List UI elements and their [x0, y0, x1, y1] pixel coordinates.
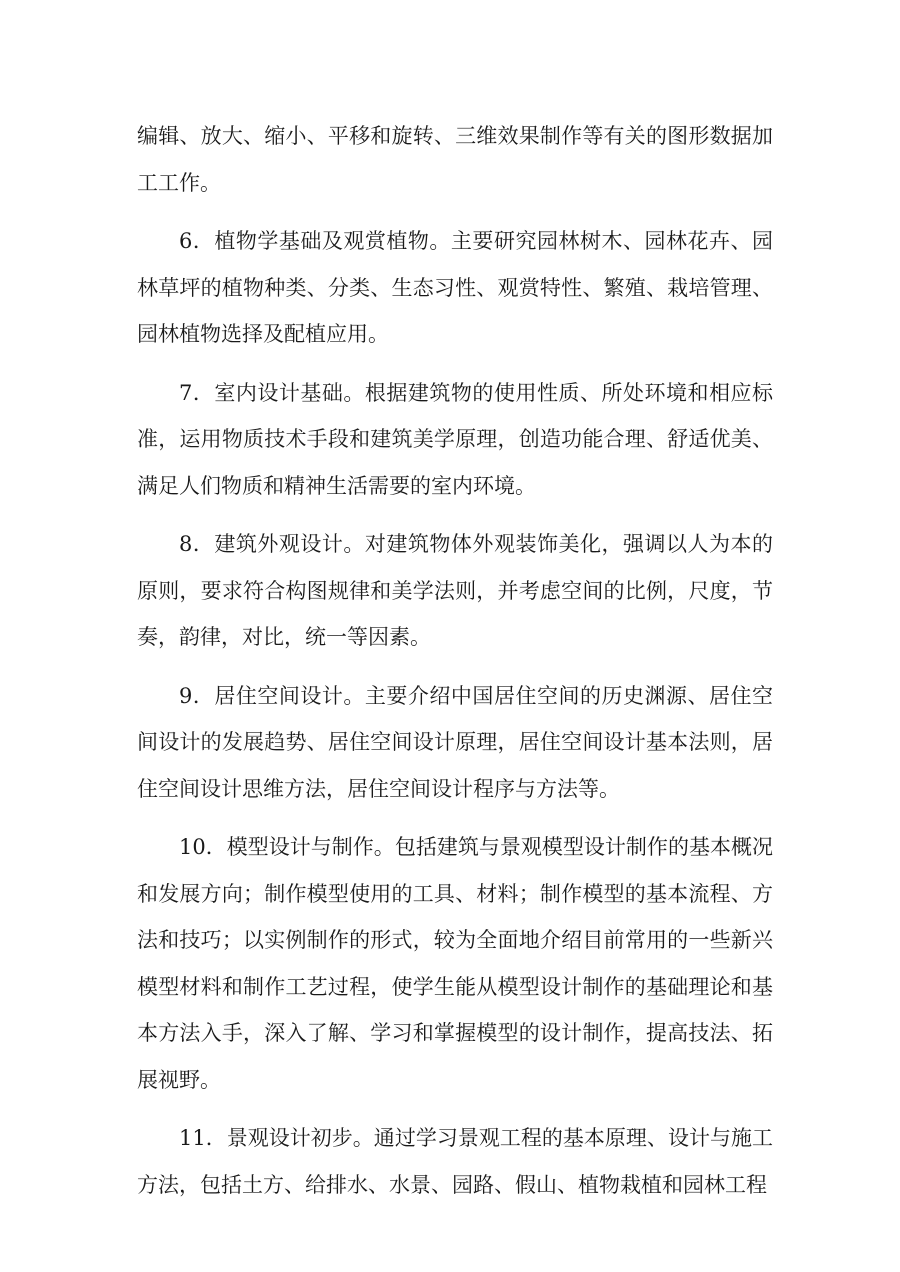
paragraph-item-11: 11．景观设计初步。通过学习景观工程的基本原理、设计与施工方法，包括土方、给排水、水景、园路、假山、植物栽植和园林工程 [137, 1126, 773, 1197]
paragraph-item-10: 10．模型设计与制作。包括建筑与景观模型设计制作的基本概况和发展方向；制作模型使用的工具、材料；制作模型的基本流程、方法和技巧；以实例制作的形式，较为全面地介绍目前常用的一些新兴模型材料和制作工艺过程，使学生能从模型设计制作的基础理论和基本方法入手，深入了解、学习和掌握模型的设计制作，提高技法、拓展视野。 [137, 835, 773, 1092]
document-body [137, 113, 773, 1220]
paragraph-item-7: 7．室内设计基础。根据建筑物的使用性质、所处环境和相应标准，运用物质技术手段和建筑美学原理，创造功能合理、舒适优美、满足人们物质和精神生活需要的室内环境。 [137, 380, 773, 498]
paragraph-item-8: 8．建筑外观设计。对建筑物体外观装饰美化，强调以人为本的原则，要求符合构图规律和美学法则，并考虑空间的比例，尺度，节奏，韵律，对比，统一等因素。 [137, 532, 773, 649]
paragraph-item-9: 9．居住空间设计。主要介绍中国居住空间的历史渊源、居住空间设计的发展趋势、居住空间设计原理，居住空间设计基本法则，居住空间设计思维方法，居住空间设计程序与方法等。 [137, 683, 773, 801]
paragraph-continuation: 编辑、放大、缩小、平移和旋转、三维效果制作等有关的图形数据加工工作。 [137, 124, 773, 195]
paragraph-item-6: 6．植物学基础及观赏植物。主要研究园林树木、园林花卉、园林草坪的植物种类、分类、生态习性、观赏特性、繁殖、栽培管理、园林植物选择及配植应用。 [137, 229, 773, 346]
